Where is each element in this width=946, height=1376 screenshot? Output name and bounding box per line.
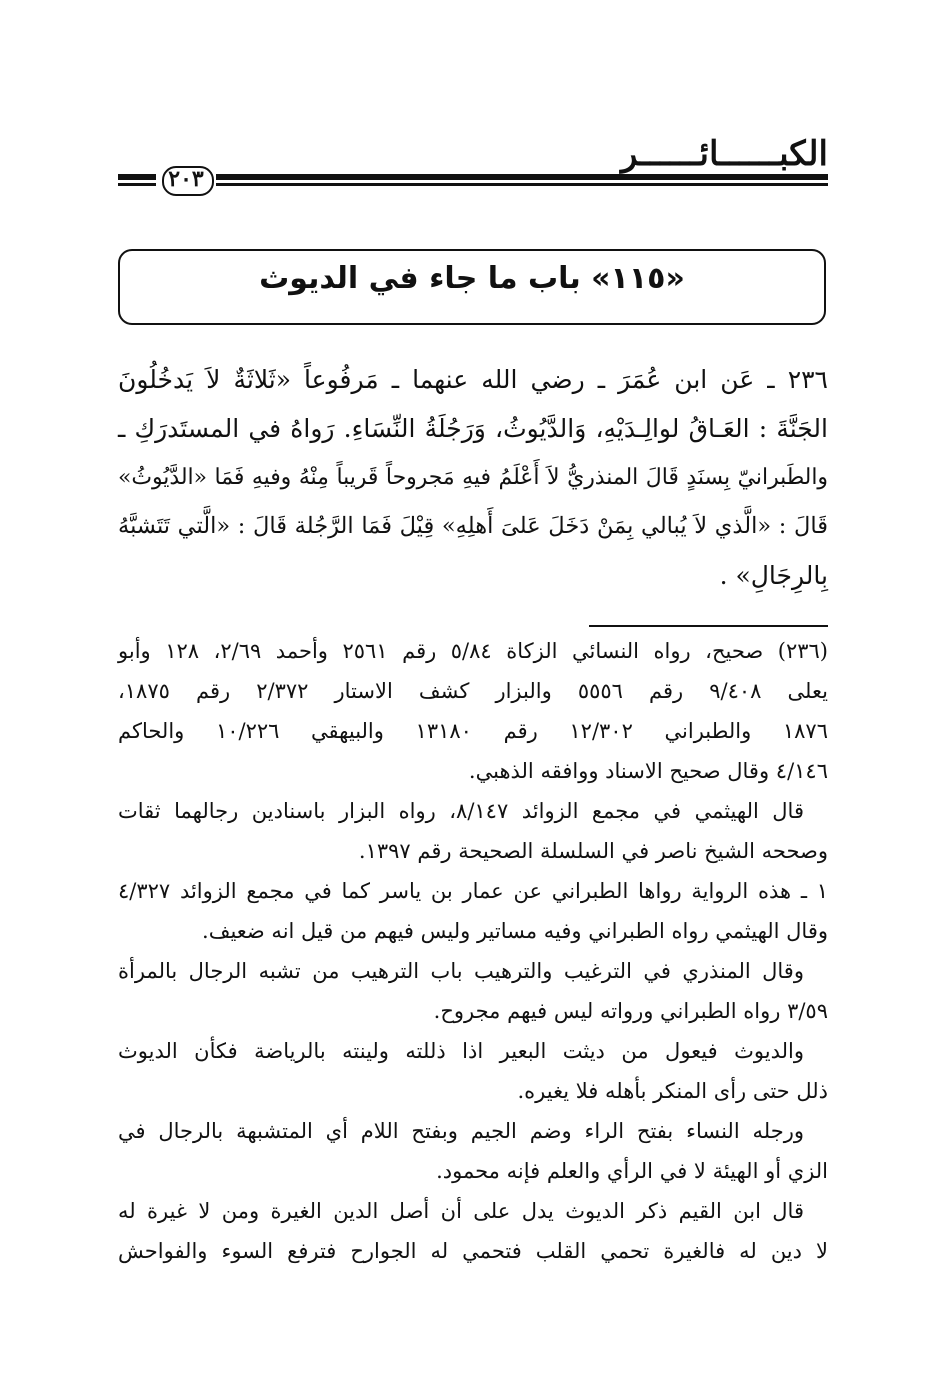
footnote-line: ١٨٧٦ والطبراني ١٢/٣٠٢ رقم ١٣١٨٠ والبيهقي ١٠/٢٢٦ والحاكم	[118, 719, 828, 743]
footnotes	[118, 631, 828, 1271]
header-rule-thin	[118, 183, 828, 186]
footnote-line: قال ابن القيم ذكر الديوث يدل على أن أصل الدين الغيرة ومن لا غيرة له	[118, 1199, 804, 1223]
footnote-line: قال الهيثمي في مجمع الزوائد ٨/١٤٧، رواه البزار باسنادين رجالهما ثقات	[118, 799, 804, 823]
header-rule-thick	[118, 174, 828, 180]
header-rule	[118, 166, 828, 192]
footnote-line: وصححه الشيخ ناصر في السلسلة الصحيحة رقم ١٣٩٧.	[358, 839, 828, 863]
hadith-text	[118, 355, 828, 600]
footnote-line: والديوث فيعول من ديثت البعير اذا ذللته ولينته بالرياضة فكأن الديوث	[118, 1039, 804, 1063]
chapter-title: «١١٥» باب ما جاء في الديوث	[259, 261, 685, 296]
footnote-line: الزي أو الهيئة لا في الرأي والعلم فإنه محمود.	[436, 1159, 828, 1183]
footnote-line: ٣/٥٩ رواه الطبراني ورواته ليس فيهم مجروح.	[433, 999, 828, 1023]
running-title: الكبــــــائــــــر	[621, 134, 828, 174]
footnote-line: وقال الهيثمي رواه الطبراني وفيه مساتير وليس فيهم من قيل انه ضعيف.	[202, 919, 828, 943]
page-number: ٢٠٣	[168, 166, 204, 192]
hadith-line: قَالَ : «الَّذي لاَ يُبالي بِمَنْ دَخَلَ عَلىَ أَهلِهِ» قِيْلَ فَمَا الرَّجُلة قَالَ : «الَّتي تَتَشبَّهُ	[118, 513, 828, 539]
footnote-line: ذلل حتى رأى المنكر بأهله فلا يغيره.	[517, 1079, 828, 1103]
hadith-line: ٢٣٦ ـ عَن ابن عُمَرَ ـ رضي الله عنهما ـ مَرفُوعاً «ثَلاثَةٌ لاَ يَدخُلُونَ	[118, 365, 828, 394]
hadith-line: الجَنَّةَ : العَـاقُ لوالِـدَيْهِ، وَالدَّيُوثُ، وَرَجُلَةُ النِّسَاءِ. رَواهُ في المستَدرَكِ ـ	[118, 414, 828, 443]
footnote-line: (٢٣٦) صحيح، رواه النسائي الزكاة ٥/٨٤ رقم ٢٥٦١ وأحمد ٢/٦٩، ١٢٨ وأبو	[118, 639, 828, 663]
footnote-separator	[589, 625, 828, 627]
footnote-line: لا دين له فالغيرة تحمي القلب فتحمي له الجوارح فترفع السوء والفواحش	[118, 1239, 828, 1263]
footnote-line: يعلى ٩/٤٠٨ رقم ٥٥٥٦ والبزار كشف الاستار ٢/٣٧٢ رقم ١٨٧٥،	[118, 679, 828, 703]
footnote-line: وقال المنذري في الترغيب والترهيب باب الترهيب من تشبه الرجال بالمرأة	[118, 959, 804, 983]
footnote-line: ورجله النساء بفتح الراء وضم الجيم وبفتح اللام أي المتشبهة بالرجال في	[118, 1119, 804, 1143]
hadith-line: بِالرِجَالِ» .	[719, 561, 828, 590]
footnote-line: ٤/١٤٦ وقال صحيح الاسناد ووافقه الذهبي.	[468, 759, 828, 783]
hadith-line: والطَبرانيّ بِسنَدٍ قَالَ المنذريُّ لاَ أَعْلَمُ فيهِ مَجروحاً قَريباً مِنْهُ وفيهِ فَمَا «الدَّيُوثُ»	[118, 465, 828, 490]
chapter-heading-box	[118, 249, 826, 325]
footnote-line: ١ ـ هذه الرواية رواها الطبراني عن عمار بن ياسر كما في مجمع الزوائد ٤/٣٢٧	[118, 879, 828, 903]
